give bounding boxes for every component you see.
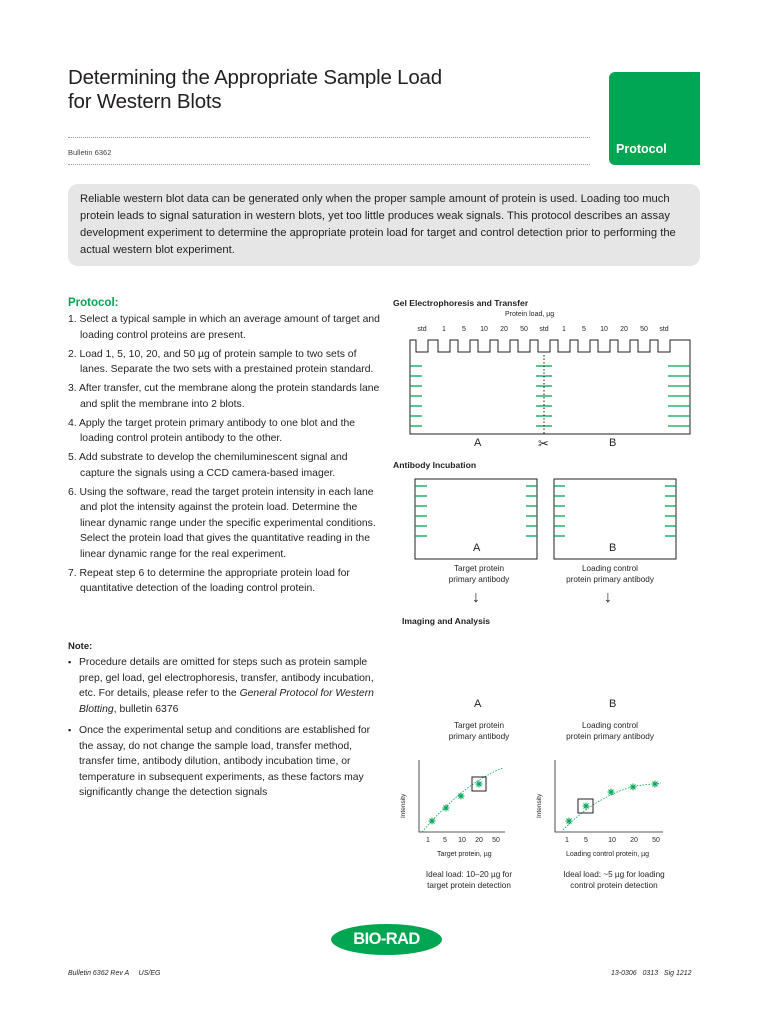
target-image-caption-line-1: Target protein (453, 721, 505, 730)
image-label-a: A (474, 698, 482, 710)
lane-label-2: 5 (462, 326, 466, 333)
protocol-heading: Protocol: (68, 297, 119, 309)
loading-image-caption (549, 720, 671, 742)
title-line-2: for Western Blots (68, 90, 222, 113)
target-caption-line-2: primary antibody (448, 575, 510, 584)
ideal-loading-line-2: control protein detection (570, 881, 658, 890)
plot-a-tick-2: 10 (458, 837, 466, 844)
lane-label-4: 20 (500, 326, 508, 333)
footer-left: Bulletin 6362 Rev A US/EG (68, 970, 161, 977)
plot-b-ylabel: Intensity (536, 793, 543, 818)
plot-b-tick-4: 50 (652, 837, 660, 844)
plot-a-xlabel: Target protein, µg (437, 851, 492, 858)
plot-a-tick-1: 5 (443, 837, 447, 844)
lane-label-0: std (417, 326, 427, 333)
divider-bottom (68, 164, 590, 165)
note-list (68, 655, 380, 807)
step-1: 1. Select a typical sample in which an average amount of target and loading control proteins are present. (68, 314, 380, 341)
plot-a-tick-4: 50 (492, 837, 500, 844)
bulletin-number: Bulletin 6362 (68, 148, 112, 157)
lane-label-9: 10 (600, 326, 608, 333)
loading-antibody-caption (549, 563, 671, 585)
lane-label-10: 20 (620, 326, 628, 333)
lane-label-5: 50 (520, 326, 528, 333)
plot-b-tick-3: 20 (630, 837, 638, 844)
lane-label-8: 5 (582, 326, 586, 333)
blot-bands (415, 486, 676, 536)
antibody-section-title: Antibody Incubation (393, 460, 477, 470)
plot-b-tick-0: 1 (565, 837, 569, 844)
footer-right: 13-0306 0313 Sig 1212 (611, 970, 692, 977)
bio-rad-logo (331, 924, 442, 955)
step-7: 7. Repeat step 6 to determine the appropriate protein load for quantitative detection of the loading control protein. (68, 567, 350, 594)
ideal-target-line-1: Ideal load: 10–20 µg for (425, 870, 513, 879)
plot-b-point-0 (566, 818, 573, 825)
plot-b-point-3 (630, 784, 637, 791)
plot-b-xlabel: Loading control protein, µg (566, 851, 650, 858)
protein-load-label: Protein load, µg (505, 311, 555, 318)
target-image-caption (418, 720, 540, 742)
plot-a-point-2 (458, 793, 465, 800)
blot-label-a: A (473, 542, 481, 554)
gel-label-a: A (474, 437, 482, 449)
step-5: 5. Add substrate to develop the chemiluminescent signal and capture the signals using a CCD camera-based imager. (68, 452, 348, 479)
intro-box: Reliable western blot data can be generated only when the proper sample amount of protein is used. Loading too much protein leads to signal saturation in western blots, yet too little produces weak signals. This protocol describes an assay development experiment to determine the appropriate protein load for target and control detection prior to performing the actual western blot experiment. (68, 184, 700, 266)
gel-outline (410, 340, 690, 434)
plot-a-point-3 (476, 781, 483, 788)
note-heading: Note: (68, 641, 93, 652)
loading-image-caption-line-1: Loading control (582, 721, 638, 730)
blot-label-b: B (609, 542, 617, 554)
target-image-caption-line-2: primary antibody (448, 732, 510, 741)
lane-label-3: 10 (480, 326, 488, 333)
ideal-load-target (404, 869, 534, 891)
plot-a-points (429, 781, 483, 825)
ideal-target-line-2: target protein detection (427, 881, 511, 890)
gel-label-b: B (609, 437, 617, 449)
protocol-steps (68, 312, 380, 600)
plot-a-curve (422, 768, 503, 832)
step-2: 2. Load 1, 5, 10, 20, and 50 µg of protein sample to two sets of lanes. Separate the two sets with a prestained protein standard. (68, 348, 374, 375)
plot-a-tick-3: 20 (475, 837, 483, 844)
plot-a-ylabel: Intensity (400, 793, 407, 818)
note-item-1 (68, 655, 380, 717)
target-antibody-caption (418, 563, 540, 585)
step-4: 4. Apply the target protein primary antibody to one blot and the loading control protein antibody to the other. (68, 417, 356, 444)
plot-a-point-0 (429, 818, 436, 825)
arrow-down-icon-a: ↓ (472, 589, 480, 606)
note-item-1-pre: Procedure details are omitted for steps such as protein sample prep, gel load, gel electrophoresis, transfer, antibody incubation, etc. For details, please refer to the (79, 657, 374, 699)
ideal-load-loading (544, 869, 684, 891)
target-caption-line-1: Target protein (453, 564, 505, 573)
step-6: 6. Using the software, read the target protein intensity in each lane and plot the intensity against the protein load. Determine the linear dynamic range under the specific experimental conditions. Select the protein load that gives the quantitative reading in the linear dynamic range for the real experiment. (68, 486, 376, 560)
lane-label-11: 50 (640, 326, 648, 333)
lane-label-1: 1 (442, 326, 446, 333)
arrow-down-icon-b: ↓ (604, 589, 612, 606)
plot-b-tick-1: 5 (584, 837, 588, 844)
image-label-b: B (609, 698, 617, 710)
imaging-section-title: Imaging and Analysis (402, 616, 491, 626)
note-item-2: ▪ Once the experimental setup and conditions are established for the assay, do not change the sample load, transfer method, transfer time, antibody dilution, antibody incubation time, or temperature in subsequent experiments, as these factors may significantly change the detection signals (68, 723, 380, 801)
plot-b-point-1 (583, 803, 590, 810)
gel-section-title: Gel Electrophoresis and Transfer (393, 298, 529, 308)
protocol-tab (609, 72, 700, 165)
gel-bands (410, 366, 690, 426)
lane-label-12: std (659, 326, 669, 333)
page-title (68, 66, 442, 114)
loading-caption-line-1: Loading control (582, 564, 638, 573)
loading-image-caption-line-2: protein primary antibody (566, 732, 654, 741)
loading-caption-line-2: protein primary antibody (566, 575, 654, 584)
figure-svg (400, 330, 700, 630)
plot-a-point-1 (443, 805, 450, 812)
plot-b-points (566, 781, 659, 825)
scissors-icon: ✂ (538, 436, 549, 451)
protocol-tab-label: Protocol (616, 142, 667, 156)
lane-label-6: std (539, 326, 549, 333)
ideal-loading-line-1: Ideal load: ~5 µg for loading (563, 870, 665, 879)
divider-top (68, 137, 590, 138)
plot-b-tick-2: 10 (608, 837, 616, 844)
plot-b-point-2 (608, 789, 615, 796)
logo-text: BIO-RAD (353, 930, 420, 948)
lane-label-7: 1 (562, 326, 566, 333)
title-line-1: Determining the Appropriate Sample Load (68, 66, 442, 89)
plot-a-tick-0: 1 (426, 837, 430, 844)
plot-b-point-4 (652, 781, 659, 788)
step-3: 3. After transfer, cut the membrane along the protein standards lane and split the membrane into 2 blots. (68, 383, 380, 410)
note-item-1-italic: General Protocol for Western Blotting (79, 688, 374, 715)
note-item-1-post: , bulletin 6376 (113, 703, 179, 715)
